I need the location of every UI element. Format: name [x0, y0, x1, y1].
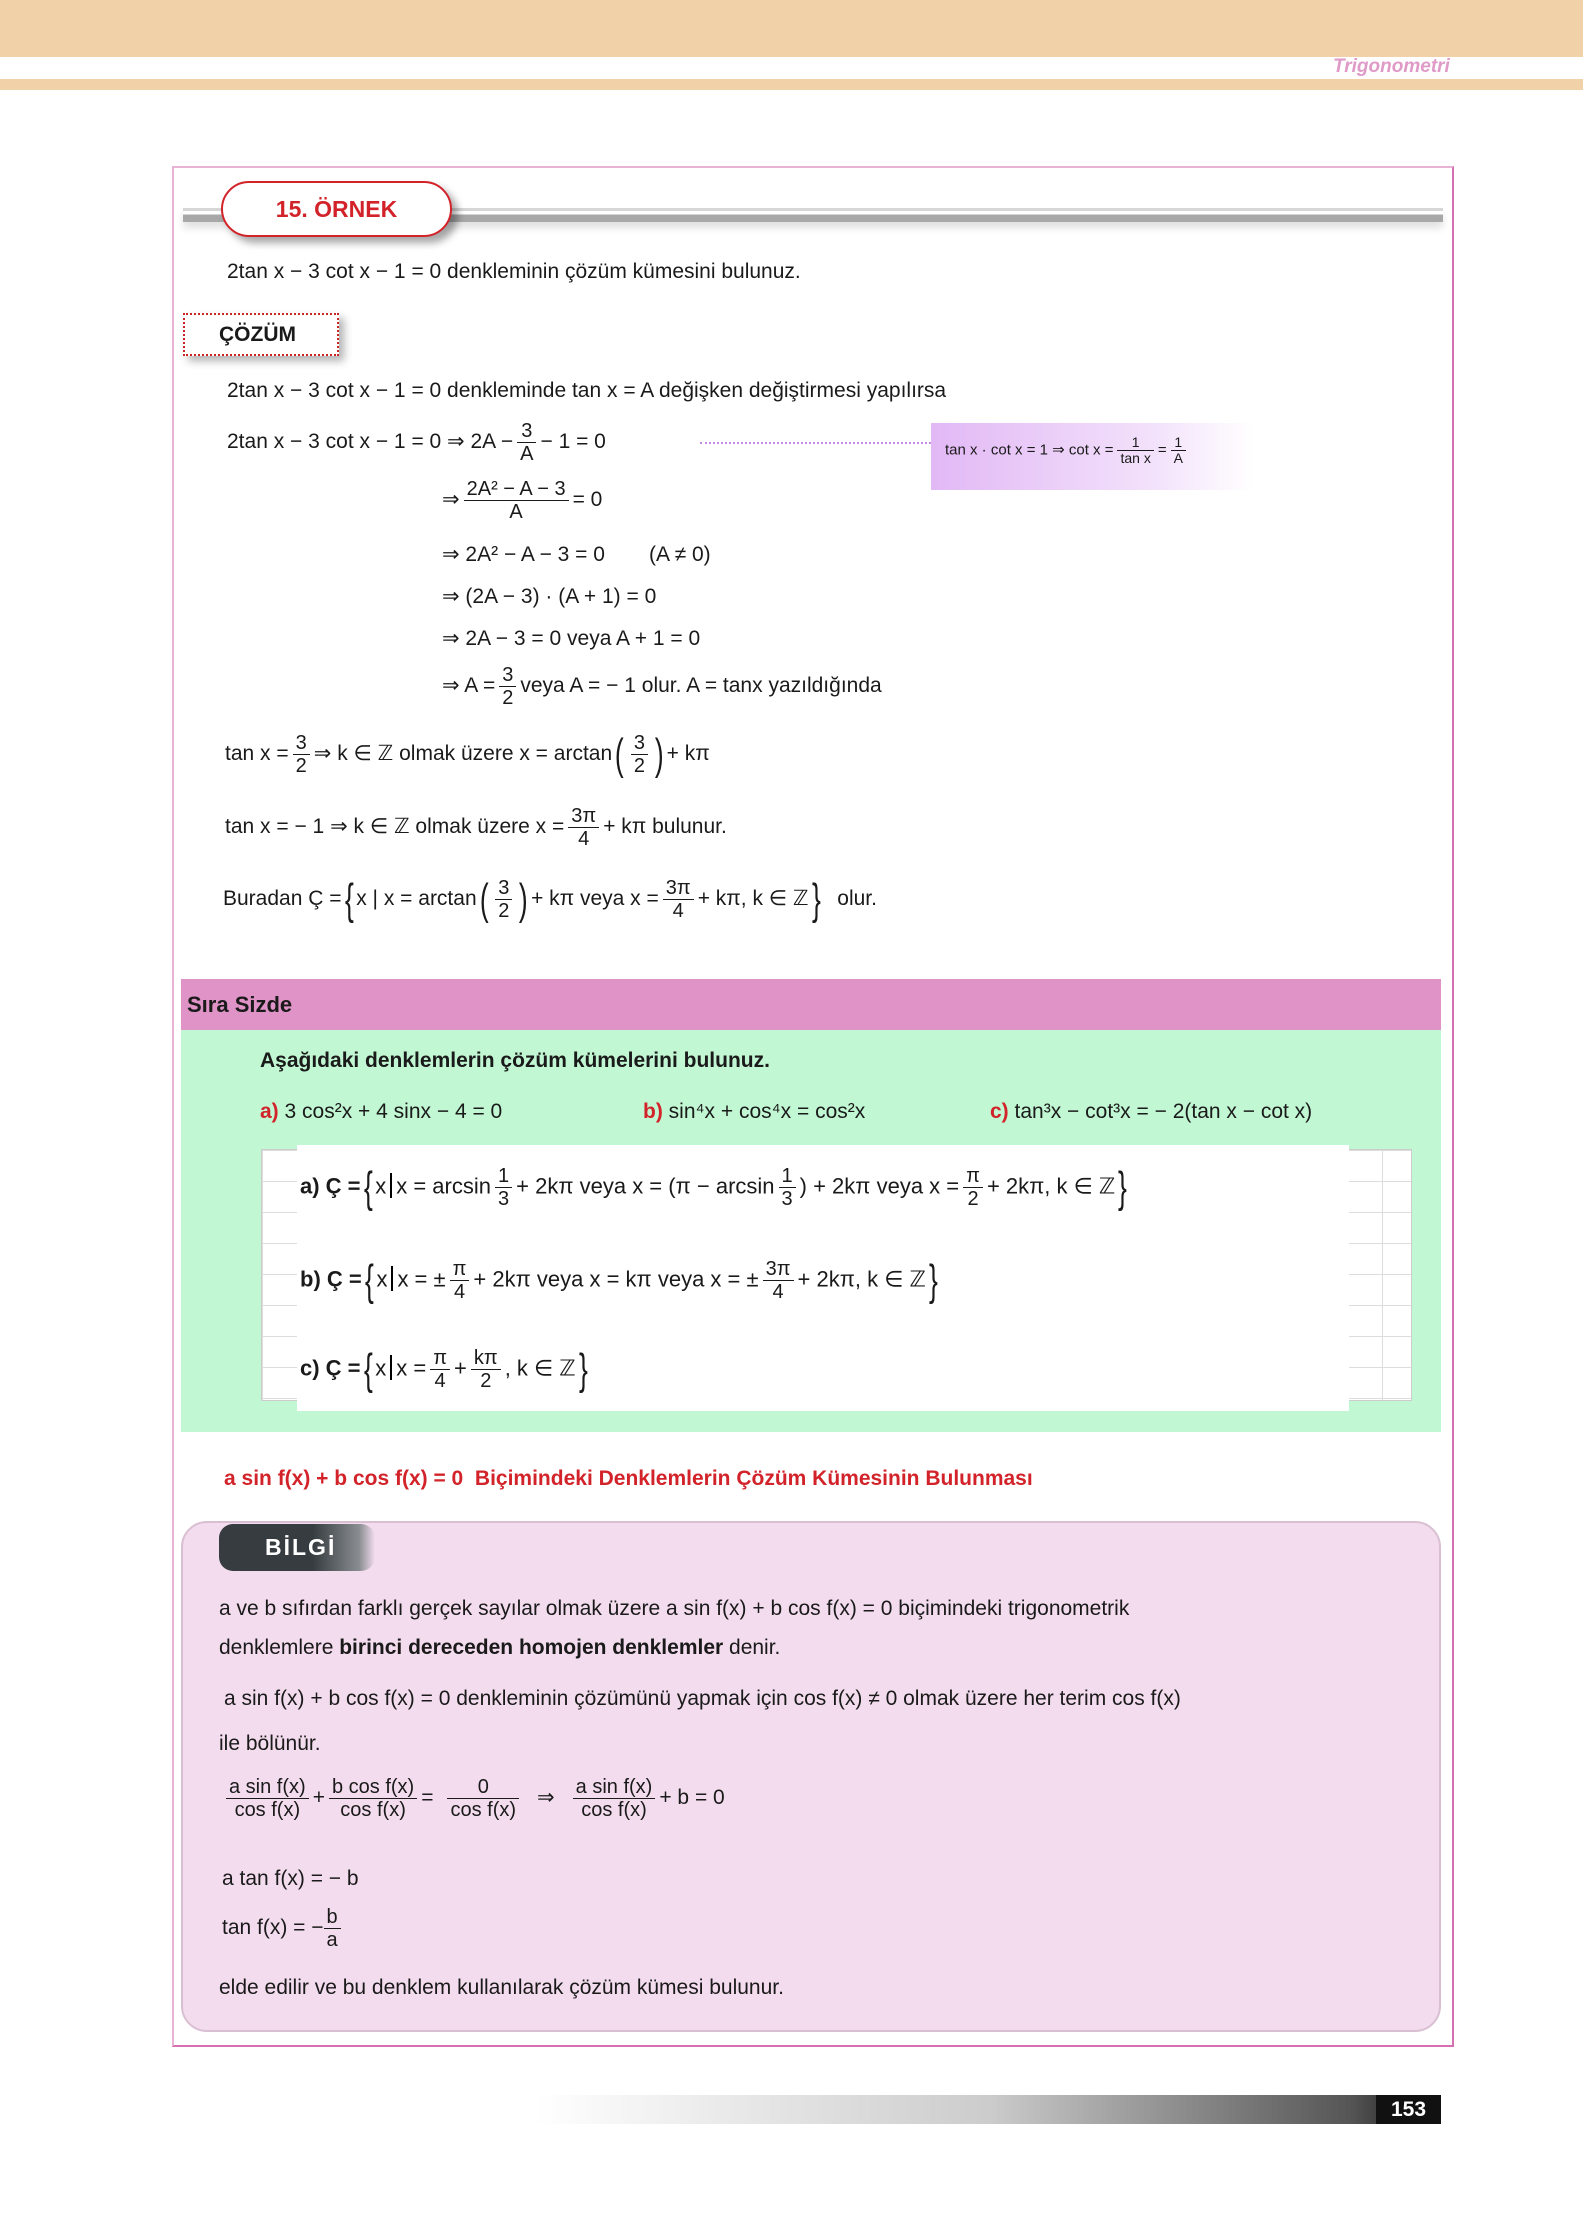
denominator: 4	[434, 1370, 446, 1392]
numerator: π	[450, 1258, 470, 1281]
paren: )	[519, 874, 529, 924]
bar	[390, 1355, 392, 1380]
denominator: 3	[498, 1188, 510, 1210]
fraction	[568, 805, 599, 850]
text: denir.	[723, 1636, 781, 1659]
solution-intro: 2tan x − 3 cot x − 1 = 0 denkleminde tan x = A değişken değiştirmesi yapılırsa	[227, 379, 947, 402]
info-l5: elde edilir ve bu denklem kullanılarak çözüm kümesi bulunur.	[219, 1976, 784, 1999]
solution-step6	[442, 664, 882, 709]
topic-heading	[224, 1465, 1033, 1493]
math-text: + 2kπ, k ∈ ℤ	[797, 1266, 926, 1292]
footer-bar	[536, 2095, 1441, 2124]
numerator: 3π	[663, 877, 694, 900]
numerator: π	[963, 1165, 983, 1188]
brace: }	[578, 1344, 588, 1394]
practice-problem-b	[643, 1098, 865, 1126]
page-number: 153	[1376, 2095, 1441, 2124]
practice-problem-c	[990, 1098, 1312, 1126]
math-text: ) + 2kπ veya x =	[799, 1173, 960, 1199]
denominator: 2	[498, 900, 510, 922]
denominator: cos f(x)	[340, 1799, 406, 1821]
denominator: a	[326, 1929, 338, 1951]
fraction	[499, 664, 516, 709]
problem-expr: sin⁴x + cos⁴x = cos²x	[668, 1100, 866, 1123]
solution-step1	[227, 420, 606, 465]
numerator: 1	[1117, 435, 1153, 451]
denominator: tan x	[1120, 450, 1151, 466]
numerator: kπ	[471, 1347, 501, 1370]
fraction	[1171, 435, 1186, 466]
example-label: 15. ÖRNEK	[221, 181, 452, 237]
denominator: A	[509, 501, 523, 523]
fraction	[464, 478, 569, 523]
practice-instruction: Aşağıdaki denklemlerin çözüm kümelerini bulunuz.	[260, 1049, 770, 1072]
topic-title: Biçimindeki Denklemlerin Çözüm Kümesinin Bulunması	[474, 1467, 1033, 1490]
problem-expr: 3 cos²x + 4 sinx − 4 = 0	[284, 1100, 503, 1123]
solution-case1	[225, 729, 710, 779]
math-text: + 2kπ, k ∈ ℤ	[986, 1173, 1116, 1199]
brace: }	[928, 1255, 938, 1305]
numerator: 1	[779, 1165, 796, 1188]
fraction	[450, 1258, 470, 1303]
info-p2-cont: ile bölünür.	[219, 1732, 321, 1755]
denominator: 2	[967, 1188, 979, 1210]
fraction	[517, 420, 536, 465]
fraction	[447, 1776, 519, 1821]
header-band	[0, 0, 1583, 57]
math-text: = 0	[572, 488, 603, 512]
numerator: 3π	[763, 1258, 794, 1281]
paren: )	[654, 729, 664, 779]
dotted-leader	[700, 442, 931, 444]
operator: +	[312, 1786, 325, 1810]
numerator: a sin f(x)	[573, 1776, 656, 1799]
fraction	[324, 1906, 341, 1951]
fraction	[573, 1776, 656, 1821]
math-text: veya A = − 1 olur. A = tanx yazıldığında	[520, 674, 882, 698]
math-text: tan x · cot x = 1 ⇒ cot x =	[945, 441, 1114, 459]
math-text: ⇒	[442, 488, 460, 512]
info-p2: a sin f(x) + b cos f(x) = 0 denkleminin çözümünü yapmak için cos f(x) ≠ 0 olmak üzere her terim cos f(x)	[224, 1687, 1181, 1710]
numerator: b	[324, 1906, 341, 1929]
fraction	[430, 1347, 450, 1392]
denominator: A	[520, 443, 534, 465]
brace: {	[344, 874, 354, 924]
answer-c	[300, 1344, 590, 1394]
denominator: 4	[453, 1281, 466, 1303]
numerator: 3	[499, 664, 516, 687]
denominator: 2	[633, 755, 645, 777]
fraction	[495, 877, 512, 922]
fraction	[471, 1347, 501, 1392]
math-text: =	[1157, 441, 1167, 459]
info-p1-cont	[219, 1634, 780, 1662]
paren: (	[479, 874, 489, 924]
math-text: x	[375, 1173, 387, 1199]
header-strip	[0, 79, 1583, 90]
math-text: Buradan Ç =	[223, 887, 342, 911]
solution-result	[223, 874, 877, 924]
math-text: tan f(x) = −	[222, 1916, 324, 1940]
denominator: cos f(x)	[450, 1799, 517, 1821]
fraction	[226, 1776, 309, 1821]
problem-label: c)	[990, 1100, 1009, 1123]
math-text: ⇒ 2A² − A − 3 = 0	[442, 543, 605, 566]
numerator: 3	[517, 420, 536, 443]
info-label: BİLGİ	[219, 1524, 375, 1571]
denominator: cos f(x)	[234, 1799, 301, 1821]
math-text: 2tan x − 3 cot x − 1 = 0 ⇒ 2A −	[227, 430, 514, 454]
math-text: +	[454, 1355, 467, 1381]
info-l3: a tan f(x) = − b	[222, 1867, 359, 1890]
math-text: tan x =	[225, 742, 289, 766]
numerator: π	[430, 1347, 450, 1370]
math-text: + 2kπ veya x = (π − arcsin	[516, 1173, 775, 1199]
answer-a	[300, 1162, 1130, 1212]
math-text: + b = 0	[659, 1786, 725, 1810]
denominator: 2	[502, 687, 514, 709]
fraction	[329, 1776, 417, 1821]
solution-step4: ⇒ (2A − 3) · (A + 1) = 0	[442, 585, 657, 608]
math-text: x	[376, 1266, 388, 1292]
numerator: 1	[495, 1165, 512, 1188]
fraction	[663, 877, 694, 922]
denominator: 2	[480, 1370, 492, 1392]
brace: {	[363, 1344, 373, 1394]
math-text: x | x = arctan	[356, 887, 477, 911]
numerator: b cos f(x)	[329, 1776, 417, 1799]
numerator: 2A² − A − 3	[464, 478, 569, 501]
math-text: x =	[396, 1355, 427, 1381]
solution-step2	[442, 478, 602, 523]
denominator: cos f(x)	[581, 1799, 647, 1821]
denominator: 4	[772, 1281, 784, 1303]
numerator: 0	[447, 1776, 519, 1799]
info-equation	[222, 1776, 725, 1821]
bar	[391, 1266, 393, 1291]
problem-expr: tan³x − cot³x = − 2(tan x − cot x)	[1014, 1100, 1313, 1123]
numerator: a sin f(x)	[226, 1776, 309, 1799]
denominator: A	[1173, 450, 1183, 466]
math-text: tan x = − 1 ⇒ k ∈ ℤ olmak üzere x =	[225, 815, 565, 839]
problem-label: b)	[643, 1100, 663, 1123]
practice-problem-a	[260, 1098, 502, 1126]
operator: =	[421, 1786, 434, 1810]
brace: {	[363, 1162, 373, 1212]
denominator: 4	[578, 828, 590, 850]
fraction	[763, 1258, 794, 1303]
answer-label: c) Ç =	[300, 1355, 361, 1381]
numerator: 3	[293, 732, 310, 755]
math-text: + kπ, k ∈ ℤ	[697, 887, 809, 911]
operator: ⇒	[537, 1786, 555, 1810]
math-text: + 2kπ veya x = kπ veya x = ±	[473, 1266, 759, 1292]
example-question: 2tan x − 3 cot x − 1 = 0 denkleminin çözüm kümesini bulunuz.	[227, 260, 801, 283]
denominator: 3	[781, 1188, 793, 1210]
fraction	[963, 1165, 983, 1210]
solution-case2	[225, 805, 727, 850]
math-text: − 1 = 0	[540, 430, 606, 454]
math-text: + kπ veya x =	[531, 887, 659, 911]
math-text: + kπ bulunur.	[603, 815, 727, 839]
brace: }	[811, 874, 821, 924]
answer-b	[300, 1255, 941, 1305]
section-title: Trigonometri	[1333, 56, 1450, 77]
math-text: x = arcsin	[396, 1173, 491, 1199]
problem-label: a)	[260, 1100, 279, 1123]
condition: (A ≠ 0)	[648, 543, 711, 566]
answer-label: a) Ç =	[300, 1173, 361, 1199]
fraction	[631, 732, 648, 777]
practice-title: Sıra Sizde	[181, 979, 1441, 1030]
numerator: 3	[631, 732, 648, 755]
brace: {	[364, 1255, 374, 1305]
denominator: 4	[672, 900, 684, 922]
solution-label: ÇÖZÜM	[183, 313, 339, 356]
solution-step5: ⇒ 2A − 3 = 0 veya A + 1 = 0	[442, 627, 701, 650]
info-l4	[222, 1906, 345, 1951]
answer-label: b) Ç =	[300, 1266, 362, 1292]
fraction	[1117, 435, 1153, 466]
brace: }	[1118, 1162, 1128, 1212]
math-text: x	[375, 1355, 387, 1381]
math-text: ⇒ k ∈ ℤ olmak üzere x = arctan	[313, 742, 613, 766]
paren: (	[615, 729, 624, 779]
numerator: 3	[495, 877, 512, 900]
math-text: x = ±	[397, 1266, 446, 1292]
bold-term: birinci dereceden homojen denklemler	[339, 1636, 724, 1659]
fraction	[293, 732, 310, 777]
math-text: olur.	[837, 887, 877, 911]
side-note	[931, 423, 1253, 490]
denominator: 2	[295, 755, 307, 777]
math-text: + kπ	[666, 742, 710, 766]
numerator: 3π	[568, 805, 599, 828]
info-p1: a ve b sıfırdan farklı gerçek sayılar olmak üzere a sin f(x) + b cos f(x) = 0 biçimindeki trigonometrik	[219, 1597, 1130, 1620]
math-text: ⇒ A =	[442, 674, 496, 698]
bar	[390, 1173, 392, 1198]
numerator: 1	[1171, 435, 1186, 451]
fraction	[779, 1165, 796, 1210]
topic-expr: a sin f(x) + b cos f(x) = 0	[224, 1467, 464, 1490]
fraction	[495, 1165, 512, 1210]
solution-step3	[442, 541, 711, 569]
text: denklemlere	[219, 1636, 340, 1659]
math-text: , k ∈ ℤ	[504, 1355, 576, 1381]
